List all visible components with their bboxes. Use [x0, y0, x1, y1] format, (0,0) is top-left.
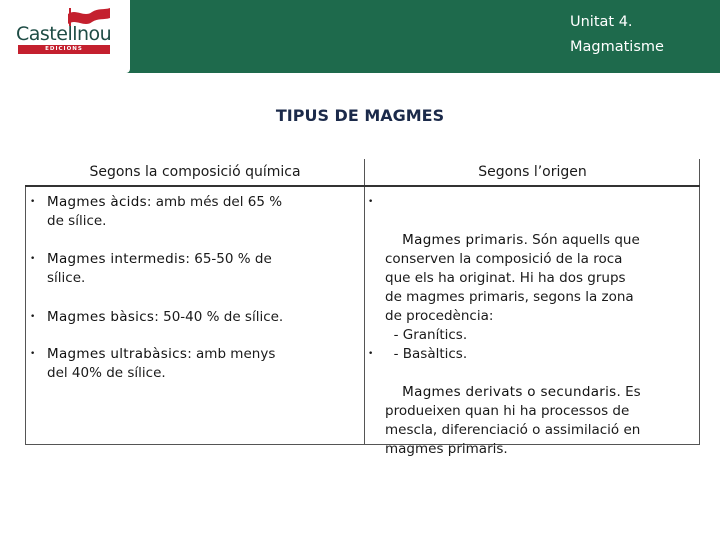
item-term: Magmes derivats o secundaris	[402, 384, 617, 400]
item-text: mescla, diferenciació o assimilació en	[385, 422, 641, 438]
unit-title	[570, 10, 710, 60]
item-text: . Es	[616, 384, 641, 400]
column-header-composition: Segons la composició química	[89, 164, 301, 180]
item-text: de procedència:	[385, 308, 494, 324]
unit-line-2: Magmatisme	[570, 39, 664, 55]
item-text: - Granítics.	[385, 327, 468, 343]
list-item	[30, 345, 275, 383]
bullet-icon: •	[30, 312, 36, 322]
column-header-origin: Segons l’origen	[478, 164, 587, 180]
logo-name: Castellnou	[16, 23, 112, 45]
list-item	[368, 345, 641, 478]
logo	[0, 0, 130, 73]
item-text: : 50-40 % de sílice.	[154, 309, 284, 325]
page-title: TIPUS DE MAGMES	[275, 106, 445, 125]
item-term: Magmes primaris	[402, 232, 524, 248]
header-rule	[25, 185, 700, 187]
item-text: de sílice.	[47, 213, 107, 229]
column-divider	[364, 159, 365, 445]
bullet-icon: •	[30, 254, 36, 264]
item-text: conserven la composició de la roca	[385, 251, 623, 267]
bullet-icon: •	[30, 197, 36, 207]
item-text: sílice.	[47, 270, 86, 286]
item-term: Magmes ultrabàsics	[47, 346, 188, 362]
logo-subtitle: EDICIONS	[18, 45, 110, 54]
bullet-icon: •	[30, 349, 36, 359]
item-term: Magmes àcids	[47, 194, 147, 210]
table-left-edge	[25, 187, 26, 445]
list-item	[30, 250, 272, 288]
item-text: : amb més del 65 %	[146, 194, 283, 210]
item-text: que els ha originat. Hi ha dos grups	[385, 270, 626, 286]
item-text: . Són aquells que	[523, 232, 640, 248]
bullet-icon: •	[368, 349, 374, 359]
item-text: de magmes primaris, segons la zona	[385, 289, 634, 305]
item-term: Magmes bàsics	[47, 309, 155, 325]
header-bar	[0, 0, 720, 73]
item-text: : amb menys	[187, 346, 276, 362]
item-text: produeixen quan hi ha processos de	[385, 403, 630, 419]
item-text: magmes primaris.	[385, 441, 508, 457]
item-text: : 65-50 % de	[185, 251, 272, 267]
item-text: del 40% de sílice.	[47, 365, 166, 381]
list-item	[30, 308, 283, 327]
unit-line-1: Unitat 4.	[570, 14, 633, 30]
list-item	[30, 193, 282, 231]
item-text: - Basàltics.	[385, 346, 468, 362]
item-term: Magmes intermedis	[47, 251, 186, 267]
bullet-icon: •	[368, 197, 374, 207]
